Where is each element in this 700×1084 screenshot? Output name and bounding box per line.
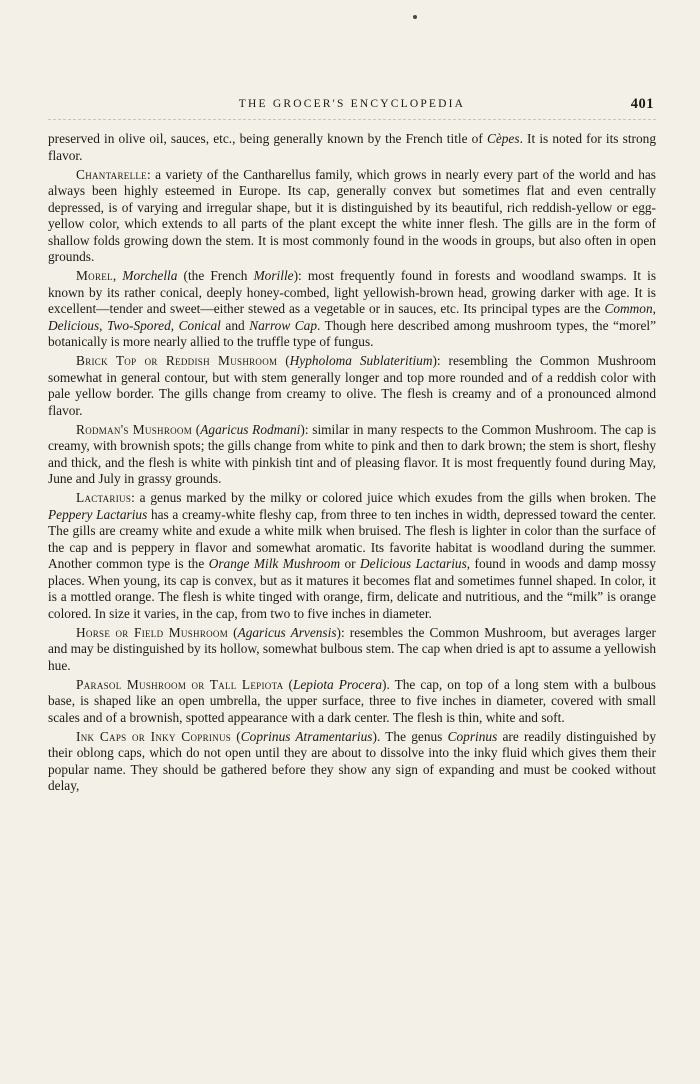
italic-text: Common bbox=[604, 301, 653, 316]
text-run: ): resembling the Common Mushroom somewhat in general contour, but with stem generally longer and top more rounded and of a reddish color with pale yellow border. The gills change from creamy to olive. The flesh is creamy and of a pronounced almond flavor. bbox=[48, 353, 656, 418]
italic-text: Orange Milk Mushroom bbox=[208, 556, 341, 571]
text-run: ( bbox=[228, 624, 238, 640]
italic-text: Two-Spored bbox=[107, 317, 171, 333]
text-run: ( bbox=[231, 728, 241, 744]
italic-text: Delicious Lactarius bbox=[360, 556, 467, 571]
text-run: : a variety of the Cantharellus family, which grows in nearly every part of the world and has always been highly esteemed in Europe. Its cap, generally convex but sometimes flat and even centrally depressed, is of varying and irregular shape, but it is distinguished by its beautiful, rich reddish-yellow or egg-yellow color, which extends to all parts of the plant except the white inner flesh. The gills are in the form of shallow folds growing down the stem. It is most commonly found in the woods in groups, but also often in open grounds. bbox=[48, 166, 656, 264]
italic-text: Agaricus Arvensis bbox=[237, 624, 337, 640]
paragraph-brick-top bbox=[48, 353, 656, 419]
text-run: . Though here described among mushroom types, the “morel” botanically is more nearly allied to the truffle type of fungus. bbox=[48, 317, 656, 349]
text-run: ): similar in many respects to the Common Mushroom. The cap is creamy, with brownish spots; the gills change from white to pink and then to dark brown; the stem is short, fleshy and thick, and the flesh is white with pinkish tint and of pleasing flavor. It is most frequently found during May, June and July in grassy grounds. bbox=[48, 421, 657, 486]
entry-term: Brick Top or Reddish Mushroom bbox=[76, 353, 278, 368]
text-run: ( bbox=[277, 353, 290, 368]
entry-term: Horse or Field Mushroom bbox=[76, 624, 229, 640]
italic-text: Conical bbox=[178, 317, 221, 333]
page-number: 401 bbox=[630, 96, 654, 112]
italic-text: Peppery Lactarius bbox=[48, 506, 148, 522]
italic-text: Coprinus Atramentarius bbox=[240, 728, 373, 744]
paragraph-horse bbox=[48, 625, 656, 675]
paragraph-rodmans bbox=[48, 422, 656, 488]
paragraph-continuation bbox=[48, 131, 656, 164]
text-run: , bbox=[170, 317, 179, 333]
paragraph-lactarius bbox=[48, 490, 656, 622]
entry-term: Lactarius bbox=[76, 490, 132, 505]
text-run: or bbox=[340, 556, 361, 571]
entry-term: Chantarelle bbox=[76, 166, 147, 182]
entry-term: Morel bbox=[76, 268, 113, 283]
italic-text: Delicious bbox=[48, 317, 100, 333]
italic-text: Agaricus Rodmani bbox=[200, 421, 301, 437]
text-run: preserved in olive oil, sauces, etc., being generally known by the French title of bbox=[48, 131, 487, 146]
text-run: ): resembles the Common Mushroom, but averages larger and may be distinguished by its hollow, somewhat bulbous stem. The cap when dried is apt to assume a yellowish hue. bbox=[48, 624, 656, 673]
text-run: ( bbox=[192, 421, 201, 437]
text-run: ( bbox=[283, 676, 293, 692]
text-run: , found in woods and damp mossy places. When young, its cap is convex, but as it matures it becomes flat and sometimes funnel shaped. In color, it is a mottled orange. The flesh is white tinged with orange, firm, delicate and nutritious, and the “milk” is orange colored. In size it varies, in the cap, from two to five inches in diameter. bbox=[48, 556, 656, 621]
body-text bbox=[48, 131, 656, 797]
text-run: ): most frequently found in forests and woodland swamps. It is known by its rather conical, deeply honey-combed, light yellowish-brown head, growing darker with age. It is excellent—tender and sweet—either stewed as a vegetable or in sauces, etc. Its principal types are the bbox=[48, 268, 657, 316]
italic-text: Coprinus bbox=[447, 728, 498, 744]
entry-term: Ink Caps or Inky Coprinus bbox=[76, 728, 232, 744]
italic-text: Hypholoma Sublateritium bbox=[289, 353, 433, 368]
ink-speck bbox=[413, 15, 417, 19]
entry-term: Rodman's Mushroom bbox=[76, 421, 193, 437]
text-run: . It is noted for its strong flavor. bbox=[48, 131, 656, 163]
paragraph-chantarelle bbox=[48, 167, 656, 266]
header-rule bbox=[48, 119, 656, 120]
running-head: THE GROCER'S ENCYCLOPEDIA bbox=[238, 98, 466, 110]
text-run: ). The genus bbox=[372, 728, 448, 744]
text-run: (the French bbox=[177, 268, 254, 283]
paragraph-parasol bbox=[48, 677, 656, 727]
text-run: and bbox=[220, 317, 250, 333]
italic-text: Narrow Cap bbox=[249, 317, 317, 333]
text-run: , bbox=[99, 317, 107, 333]
text-run: : a genus marked by the milky or colored juice which exudes from the gills when broken. The bbox=[131, 490, 656, 505]
text-run: has a creamy-white fleshy cap, from three to ten inches in width, depressed toward the center. The gills are creamy white and exude a white milk when bruised. The flesh is lighter in color than the surface of the cap and is peppery in flavor and somewhat aromatic. Its favorite habitat is woodland during the summer. Another common type is the bbox=[48, 506, 657, 571]
italic-text: Cèpes bbox=[486, 131, 520, 146]
entry-term: Parasol Mushroom or Tall Lepiota bbox=[76, 676, 284, 692]
paragraph-ink-caps bbox=[48, 729, 656, 795]
text-run: are readily distinguished by their oblong caps, which do not open until they are about to dissolve into the inky fluid which gives them their popular name. They should be gathered before they show any sign of expanding and must be cooked without delay, bbox=[48, 728, 656, 793]
paragraph-morel bbox=[48, 268, 656, 351]
text-run: , bbox=[652, 301, 656, 316]
page-header bbox=[48, 96, 656, 116]
text-run: ). The cap, on top of a long stem with a bulbous base, is shaped like an open umbrella, the upper surface, three to five inches in diameter, covered with small scales and of a brownish, spotted appearance with a dark center. The flesh is thin, white and soft. bbox=[48, 676, 656, 725]
italic-text: Lepiota Procera bbox=[292, 676, 383, 692]
italic-text: Morchella bbox=[122, 268, 178, 283]
text-run: , bbox=[112, 268, 123, 283]
italic-text: Morille bbox=[253, 268, 294, 283]
